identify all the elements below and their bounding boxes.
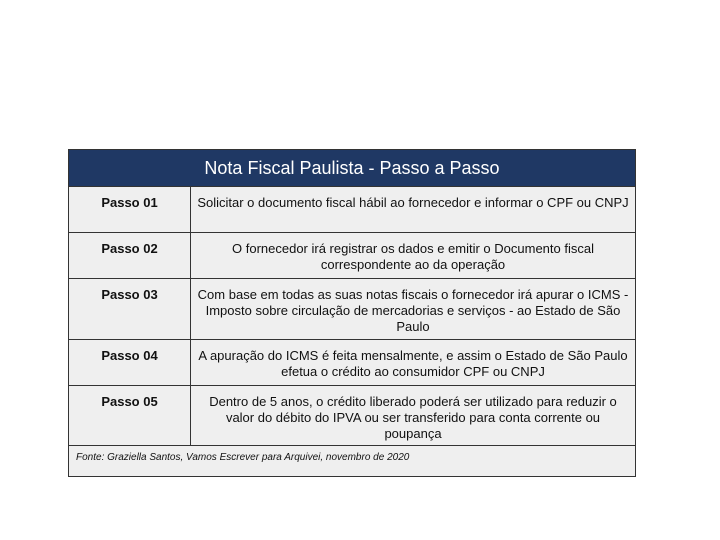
table-row [69,233,635,279]
step-description: Dentro de 5 anos, o crédito liberado poderá ser utilizado para reduzir o valor do débito do IPVA ou ser transferido para conta corrente ou poupança [209,394,617,441]
step-label: Passo 05 [69,386,191,445]
source-note: Fonte: Graziella Santos, Vamos Escrever para Arquivei, novembro de 2020 [69,446,635,476]
step-description: Com base em todas as suas notas fiscais o fornecedor irá apurar o ICMS - Imposto sobre circulação de mercadorias e serviços - ao Estado de São Paulo [197,287,629,334]
step-label: Passo 04 [69,340,191,385]
table-row [69,187,635,233]
step-label: Passo 01 [69,187,191,232]
steps-table [68,149,636,477]
step-description: Solicitar o documento fiscal hábil ao fornecedor e informar o CPF ou CNPJ [197,195,629,210]
table-title: Nota Fiscal Paulista - Passo a Passo [69,150,635,187]
step-description: A apuração do ICMS é feita mensalmente, e assim o Estado de São Paulo efetua o crédito ao consumidor CPF ou CNPJ [198,348,628,379]
step-description: O fornecedor irá registrar os dados e emitir o Documento fiscal correspondente ao da operação [232,241,594,272]
table-row [69,340,635,386]
step-label: Passo 03 [69,279,191,339]
table-row [69,279,635,340]
table-row [69,386,635,446]
step-label: Passo 02 [69,233,191,278]
